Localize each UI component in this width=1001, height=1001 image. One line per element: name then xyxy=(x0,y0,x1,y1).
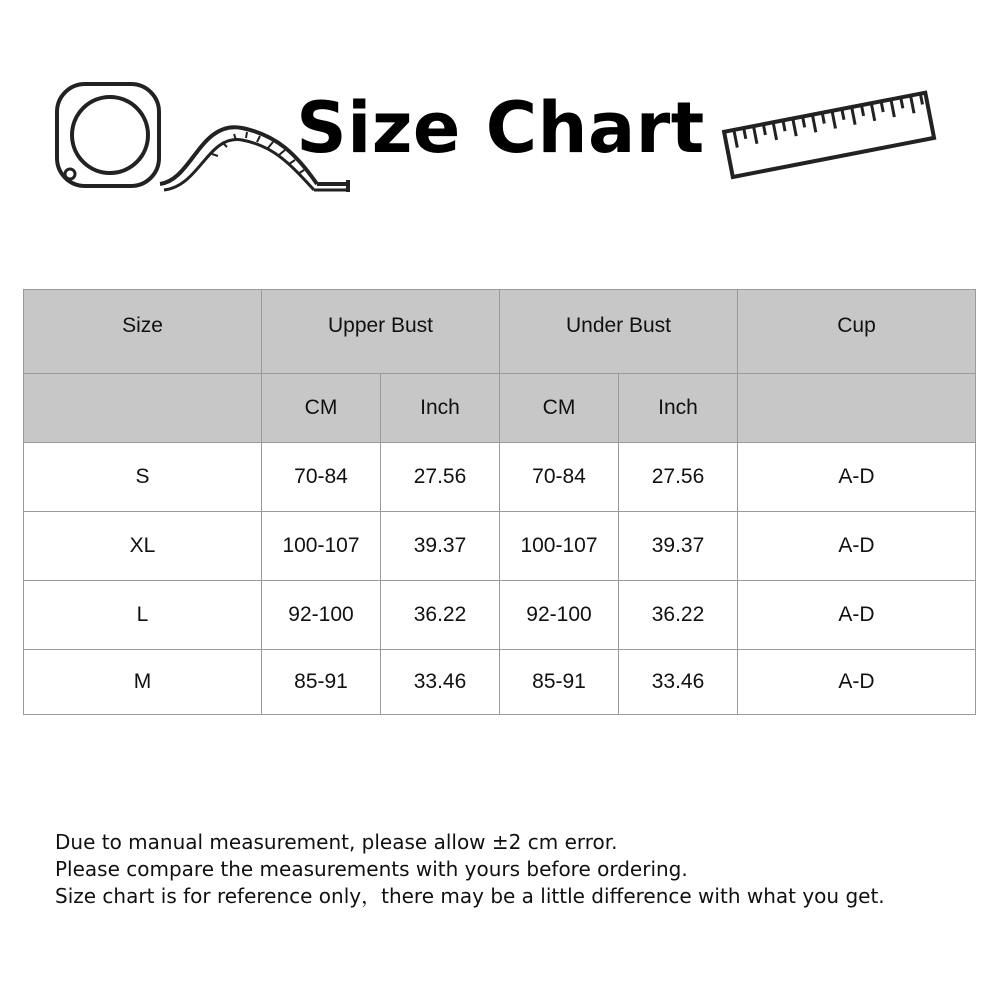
note-line: Due to manual measurement, please allow ±2 cm error. xyxy=(55,830,618,854)
cell-under-inch: 39.37 xyxy=(619,512,738,581)
table-unit-row xyxy=(24,374,976,443)
cell-under-cm: 92-100 xyxy=(500,581,619,650)
unit-upper-inch: Inch xyxy=(381,374,500,443)
cell-cup: A-D xyxy=(738,650,976,715)
header-size: Size xyxy=(24,290,262,374)
cell-size: L xyxy=(24,581,262,650)
cell-upper-inch: 39.37 xyxy=(381,512,500,581)
cell-under-inch: 33.46 xyxy=(619,650,738,715)
page-title: Size Chart xyxy=(296,87,705,169)
header-under-bust: Under Bust xyxy=(500,290,738,374)
unit-blank xyxy=(738,374,976,443)
unit-upper-cm: CM xyxy=(262,374,381,443)
table-row xyxy=(24,512,976,581)
unit-under-inch: Inch xyxy=(619,374,738,443)
cell-under-cm: 85-91 xyxy=(500,650,619,715)
table-row xyxy=(24,443,976,512)
cell-upper-cm: 92-100 xyxy=(262,581,381,650)
cell-under-inch: 27.56 xyxy=(619,443,738,512)
note-line: Please compare the measurements with yours before ordering. xyxy=(55,857,688,881)
header-upper-bust: Upper Bust xyxy=(262,290,500,374)
note-line: Size chart is for reference only，there may be a little difference with what you get. xyxy=(55,884,885,908)
unit-under-cm: CM xyxy=(500,374,619,443)
cell-cup: A-D xyxy=(738,512,976,581)
cell-upper-cm: 85-91 xyxy=(262,650,381,715)
cell-upper-cm: 100-107 xyxy=(262,512,381,581)
cell-under-cm: 70-84 xyxy=(500,443,619,512)
cell-under-cm: 100-107 xyxy=(500,512,619,581)
size-notes xyxy=(55,829,885,910)
table-row xyxy=(24,581,976,650)
cell-cup: A-D xyxy=(738,443,976,512)
cell-upper-inch: 27.56 xyxy=(381,443,500,512)
header-cup: Cup xyxy=(738,290,976,374)
cell-upper-inch: 36.22 xyxy=(381,581,500,650)
cell-size: S xyxy=(24,443,262,512)
table-header-row xyxy=(24,290,976,374)
ruler-icon xyxy=(718,80,943,185)
unit-blank xyxy=(24,374,262,443)
cell-upper-cm: 70-84 xyxy=(262,443,381,512)
cell-size: M xyxy=(24,650,262,715)
cell-size: XL xyxy=(24,512,262,581)
cell-cup: A-D xyxy=(738,581,976,650)
cell-upper-inch: 33.46 xyxy=(381,650,500,715)
size-chart-table xyxy=(23,289,976,715)
cell-under-inch: 36.22 xyxy=(619,581,738,650)
table-row xyxy=(24,650,976,715)
